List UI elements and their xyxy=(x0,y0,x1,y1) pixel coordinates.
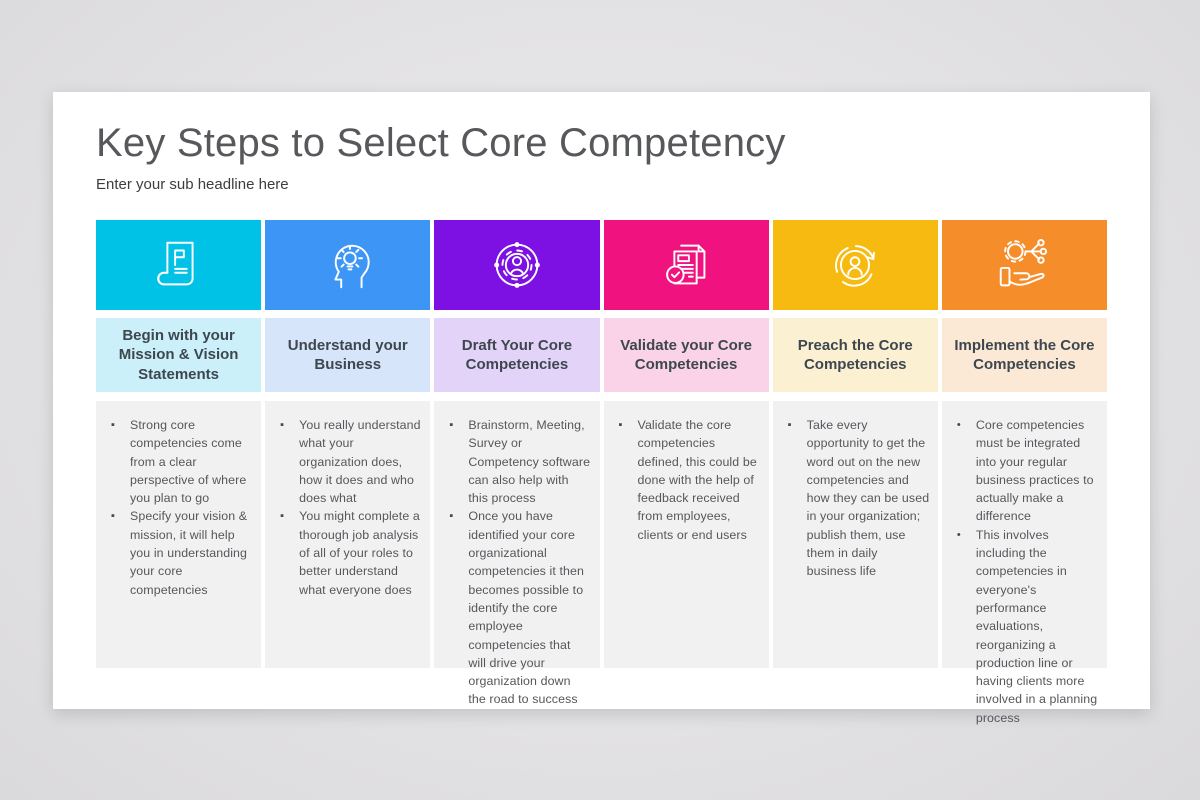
step-6-bullet-list xyxy=(942,416,1099,727)
step-6-title: Implement the Core Competencies xyxy=(942,318,1107,392)
step-3-icon-box xyxy=(434,220,599,310)
step-column-1 xyxy=(96,220,261,668)
page-subtitle: Enter your sub headline here xyxy=(96,176,289,193)
bullet-item: ▪ Brainstorm, Meeting, Survey or Competency software can also help with this process xyxy=(434,416,591,507)
bullet-item: ▪ Take every opportunity to get the word out on the new competencies and how they can be used in your organization; publish them, use them in daily business life xyxy=(773,416,930,581)
step-3-title: Draft Your Core Competencies xyxy=(434,318,599,392)
bullet-item: ▪ You might complete a thorough job analysis of all of your roles to better understand what everyone does xyxy=(265,507,422,598)
step-column-4 xyxy=(604,220,769,668)
scroll-flag-icon xyxy=(148,234,210,296)
step-5-icon-box xyxy=(773,220,938,310)
step-4-bullet-list xyxy=(604,416,761,544)
step-4-title: Validate your Core Competencies xyxy=(604,318,769,392)
step-2-title: Understand your Business xyxy=(265,318,430,392)
step-1-body xyxy=(96,401,261,668)
bullet-item: ▪ Strong core competencies come from a clear perspective of where you plan to go xyxy=(96,416,253,507)
step-6-icon-box xyxy=(942,220,1107,310)
step-1-bullet-list xyxy=(96,416,253,599)
bullet-item: ▪ Once you have identified your core organizational competencies it then becomes possible to identify the core employee competencies that will drive your organization down the road to success xyxy=(434,507,591,708)
bullet-item: ▪ Specify your vision & mission, it will help you in understanding your core competencies xyxy=(96,507,253,598)
step-4-body xyxy=(604,401,769,668)
gear-person-network-icon xyxy=(486,234,548,296)
documents-check-icon xyxy=(655,234,717,296)
step-column-5 xyxy=(773,220,938,668)
step-1-title: Begin with your Mission & Vision Statements xyxy=(96,318,261,392)
step-1-icon-box xyxy=(96,220,261,310)
bullet-item: ▪ You really understand what your organization does, how it does and who does what xyxy=(265,416,422,507)
head-idea-icon xyxy=(317,234,379,296)
bullet-item: • This involves including the competencies in everyone's performance evaluations, reorganizing a production line or having clients more involved in a planning process xyxy=(942,526,1099,727)
step-5-body xyxy=(773,401,938,668)
page-title: Key Steps to Select Core Competency xyxy=(96,121,786,165)
slide-card xyxy=(53,92,1150,725)
person-cycle-icon xyxy=(824,234,886,296)
step-2-body xyxy=(265,401,430,668)
step-6-body xyxy=(942,401,1107,725)
hand-gear-share-icon xyxy=(993,234,1055,296)
bullet-item: • Core competencies must be integrated into your regular business practices to actually make a difference xyxy=(942,416,1099,526)
step-5-bullet-list xyxy=(773,416,930,581)
step-2-bullet-list xyxy=(265,416,422,599)
step-column-3 xyxy=(434,220,599,707)
step-4-icon-box xyxy=(604,220,769,310)
step-column-6 xyxy=(942,220,1107,725)
steps-grid xyxy=(96,220,1107,725)
step-3-body xyxy=(434,401,599,707)
step-3-bullet-list xyxy=(434,416,591,709)
step-column-2 xyxy=(265,220,430,668)
step-5-title: Preach the Core Competencies xyxy=(773,318,938,392)
bullet-item: ▪ Validate the core competencies defined, this could be done with the help of feedback received from employees, clients or end users xyxy=(604,416,761,544)
step-2-icon-box xyxy=(265,220,430,310)
